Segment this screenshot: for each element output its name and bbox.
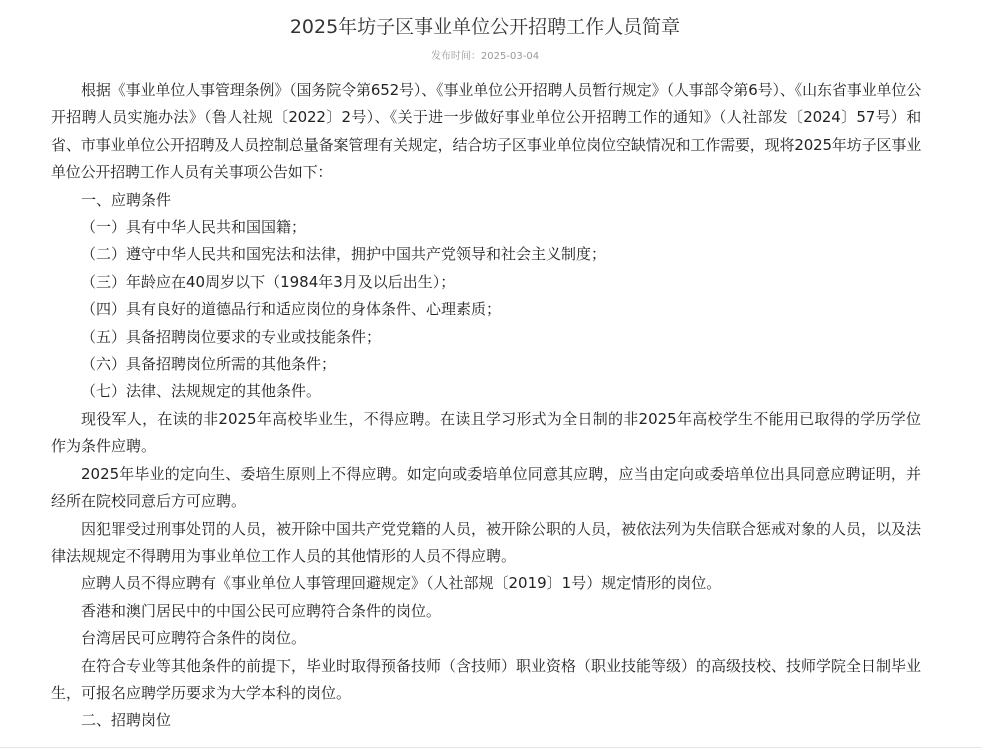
condition-item: （二）遵守中华人民共和国宪法和法律，拥护中国共产党领导和社会主义制度； [81, 245, 607, 264]
condition-item: （一）具有中华人民共和国国籍； [81, 218, 307, 237]
body-paragraph: 香港和澳门居民中的中国公民可应聘符合条件的岗位。 [81, 601, 442, 620]
section-heading-conditions: 一、应聘条件 [81, 190, 172, 209]
section-heading-positions: 二、招聘岗位 [81, 711, 172, 730]
intro-paragraph: 根据《事业单位人事管理条例》（国务院令第652号）、《事业单位公开招聘人员暂行规定》（人事部令第6号）、《山东省事业单位公开招聘人员实施办法》（鲁人社规〔2022〕2号）、《关于进一步做好事业单位公开招聘工作的通知》（人社部发〔2024〕57号）和省、市事业单位公开招聘及人员控制总量备案管理有关规定，结合坊子区事业单位岗位空缺情况和工作需要，现将2025年坊子区事业单位公开招聘工作人员有关事项公告如下： [51, 81, 921, 182]
body-paragraph: 现役军人，在读的非2025年高校毕业生，不得应聘。在读且学习形式为全日制的非2025年高校学生不能用已取得的学历学位作为条件应聘。 [51, 409, 921, 456]
condition-item: （四）具有良好的道德品行和适应岗位的身体条件、心理素质； [81, 300, 502, 319]
condition-item: （三）年龄应在40周岁以下（1984年3月及以后出生）； [81, 272, 456, 291]
publish-date: 2025-03-04 [480, 51, 540, 62]
body-paragraph: 因犯罪受过刑事处罚的人员，被开除中国共产党党籍的人员，被开除公职的人员，被依法列为失信联合惩戒对象的人员，以及法律法规规定不得聘用为事业单位工作人员的其他情形的人员不得应聘。 [51, 519, 922, 565]
body-paragraph: 台湾居民可应聘符合条件的岗位。 [81, 629, 307, 648]
publish-label: 发布时间： [430, 51, 481, 62]
condition-item: （六）具备招聘岗位所需的其他条件； [81, 355, 337, 374]
body-paragraph: 应聘人员不得应聘有《事业单位人事管理回避规定》（人社部规〔2019〕1号）规定情形的岗位。 [81, 574, 722, 593]
bottom-divider [0, 747, 982, 748]
publish-meta [0, 50, 970, 64]
body-paragraph: 2025年毕业的定向生、委培生原则上不得应聘。如定向或委培单位同意其应聘，应当由定向或委培单位出具同意应聘证明，并经所在院校同意后方可应聘。 [51, 464, 921, 511]
body-paragraph: 在符合专业等其他条件的前提下，毕业时取得预备技师（含技师）职业资格（职业技能等级）的高级技校、技师学院全日制毕业生，可报名应聘学历要求为大学本科的岗位。 [51, 656, 922, 702]
condition-item: （五）具备招聘岗位要求的专业或技能条件； [81, 327, 382, 346]
article-body [51, 77, 921, 735]
article-title: 2025年坊子区事业单位公开招聘工作人员简章 [289, 16, 681, 38]
condition-item: （七）法律、法规规定的其他条件。 [81, 382, 322, 401]
